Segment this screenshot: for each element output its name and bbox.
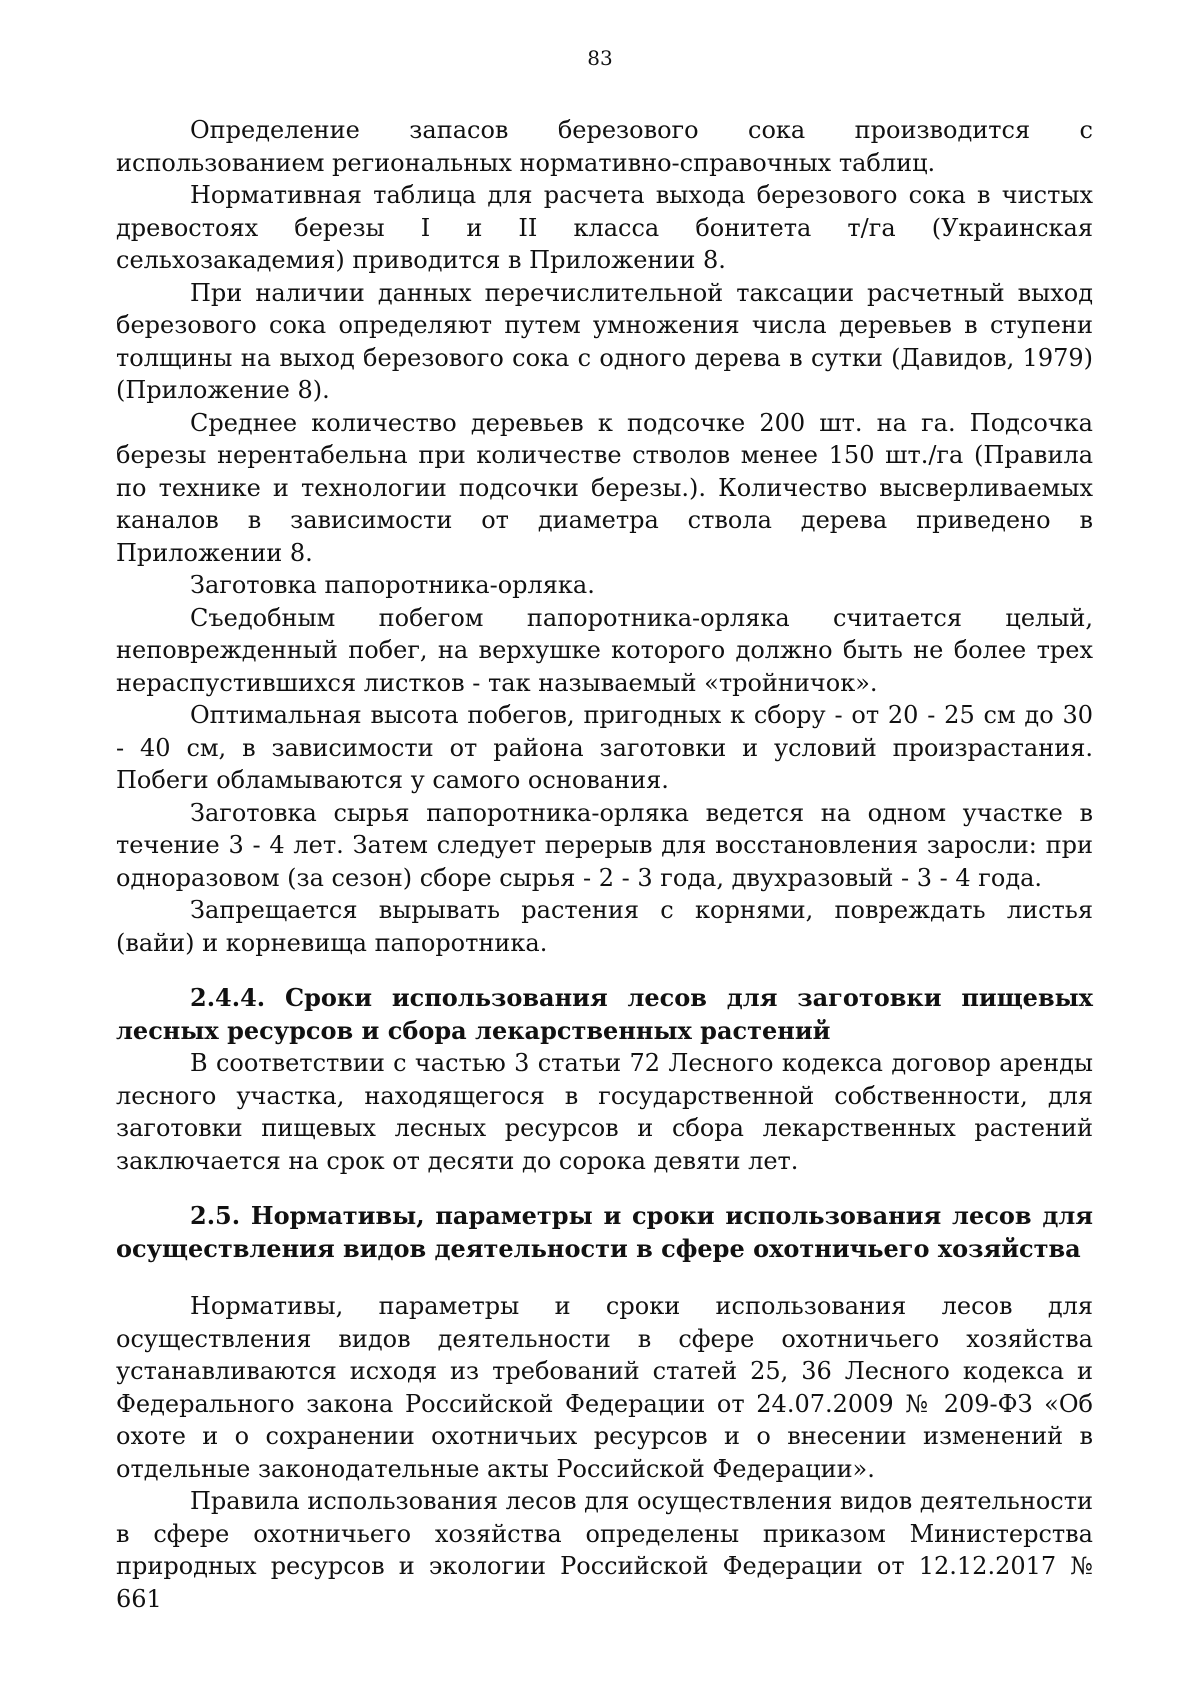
paragraph: Заготовка сырья папоротника-орляка ведется на одном участке в течение 3 - 4 лет. Затем следует перерыв для восстановления заросли: при одноразовом (за сезон) сборе сырья - 2 - 3 года, двухразовый - 3 - 4 года. (116, 798, 1093, 892)
paragraph: Съедобным побегом папоротника-орляка считается целый, неповрежденный побег, на верхушке которого должно быть не более трех нераспустившихся листков - так называемый «тройничок». (116, 603, 1093, 697)
paragraph: Среднее количество деревьев к подсочке 200 шт. на га. Подсочка березы нерентабельна при количестве стволов менее 150 шт./га (Правила по технике и технологии подсочки березы.). Количество высверливаемых каналов в зависимости от диаметра ствола дерева приведено в Приложении 8. (116, 408, 1093, 567)
page-content (116, 114, 1093, 1615)
paragraph: Нормативная таблица для расчета выхода березового сока в чистых древостоях березы I и II класса бонитета т/га (Украинская сельхозакадемия) приводится в Приложении 8. (116, 181, 1093, 274)
paragraph: В соответствии с частью 3 статьи 72 Лесного кодекса договор аренды лесного участка, находящегося в государственной собственности, для заготовки пищевых лесных ресурсов и сбора лекарственных растений заключается на срок от десяти до сорока девяти лет. (116, 1049, 1093, 1175)
paragraph: Определение запасов березового сока производится с использованием региональных нормативно-справочных таблиц. (116, 116, 1093, 177)
paragraph: Запрещается вырывать растения с корнями, повреждать листья (вайи) и корневища папоротника. (116, 896, 1093, 957)
section-heading-2-4-4: 2.4.4. Сроки использования лесов для заготовки пищевых лесных ресурсов и сбора лекарственных растений (116, 983, 1093, 1045)
paragraph: Правила использования лесов для осуществления видов деятельности в сфере охотничьего хозяйства определены приказом Министерства природных ресурсов и экологии Российской Федерации от 12.12.2017 № 661 (116, 1487, 1093, 1613)
paragraph: Оптимальная высота побегов, пригодных к сбору - от 20 - 25 см до 30 - 40 см, в зависимости от района заготовки и условий произрастания. Побеги обламываются у самого основания. (116, 701, 1093, 794)
paragraph: Нормативы, параметры и сроки использования лесов для осуществления видов деятельности в сфере охотничьего хозяйства устанавливаются исходя из требований статей 25, 36 Лесного кодекса и Федерального закона Российской Федерации от 24.07.2009 № 209-ФЗ «Об охоте и о сохранении охотничьих ресурсов и о внесении изменений в отдельные законодательные акты Российской Федерации». (116, 1292, 1093, 1483)
paragraph: Заготовка папоротника-орляка. (190, 571, 595, 599)
page-number: 83 (587, 46, 613, 70)
section-heading-2-5: 2.5. Нормативы, параметры и сроки использования лесов для осуществления видов деятельности в сфере охотничьего хозяйства (116, 1201, 1093, 1263)
paragraph: При наличии данных перечислительной таксации расчетный выход березового сока определяют путем умножения числа деревьев в ступени толщины на выход березового сока с одного дерева в сутки (Давидов, 1979) (Приложение 8). (116, 278, 1093, 404)
